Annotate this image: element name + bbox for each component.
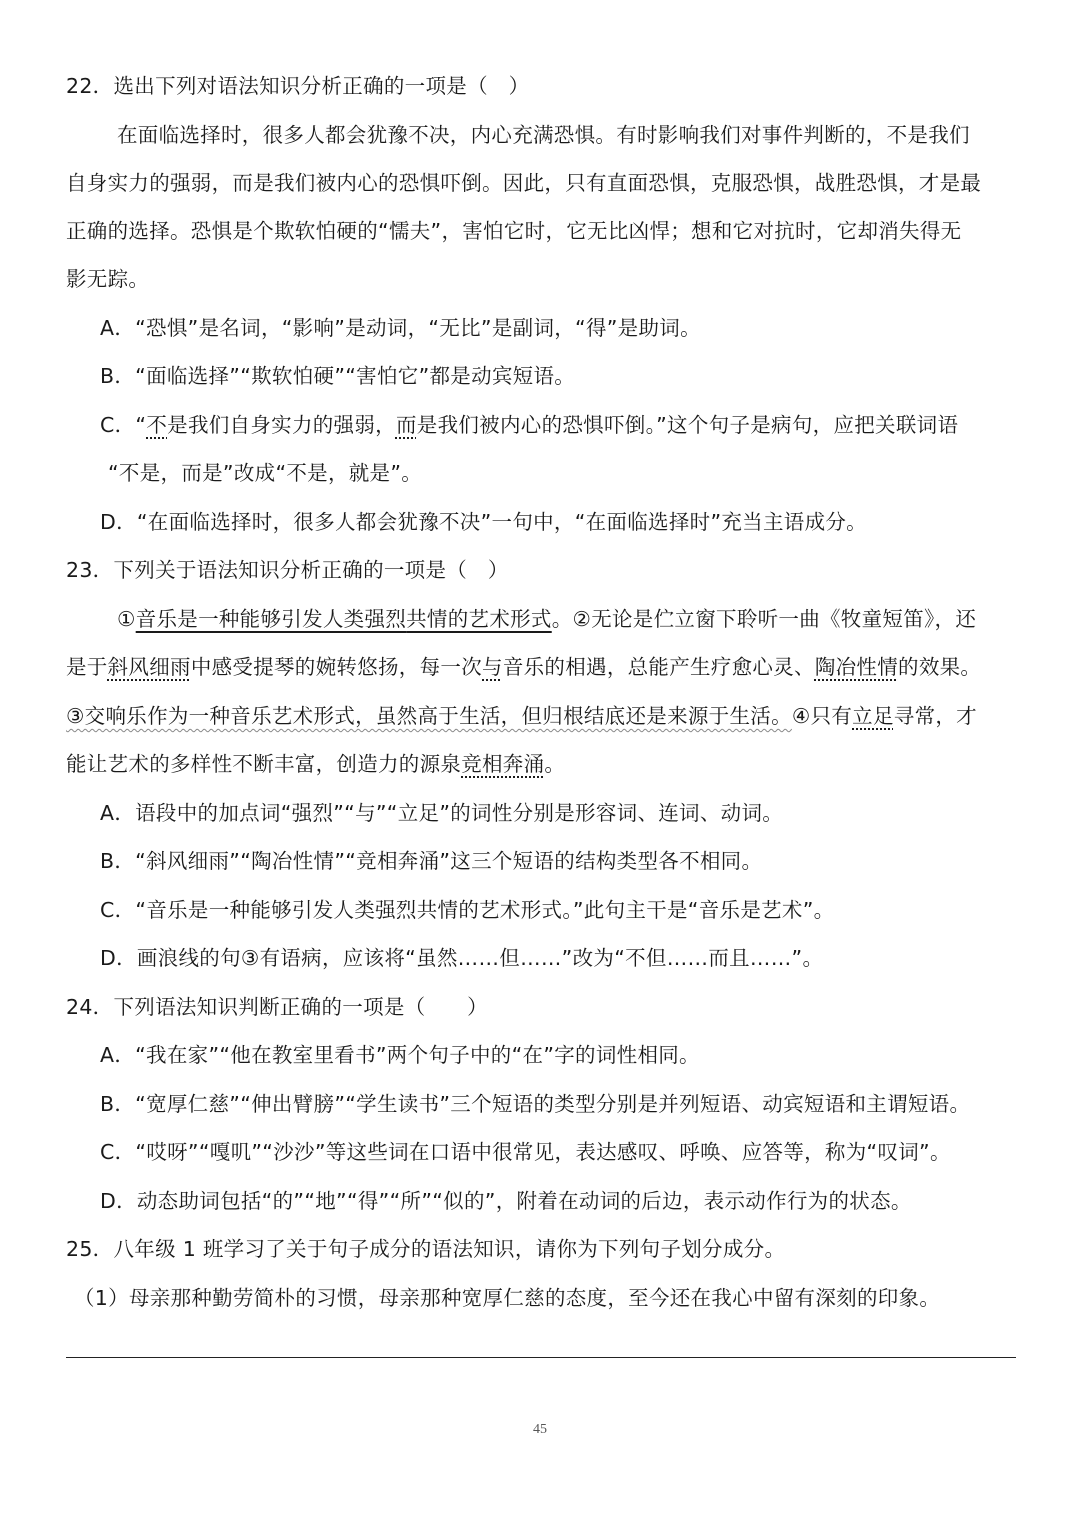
sentence-marker: ① [117, 607, 136, 631]
q22-passage-line: 影无踪。 [66, 267, 150, 291]
q22-option-c-text: 是我们自身实力的强弱， [167, 413, 396, 437]
q24-option-b: B．“宽厚仁慈”“伸出臂膀”“学生读书”三个短语的类型分别是并列短语、动宾短语和主谓短语。 [100, 1092, 971, 1116]
text-run: 是于 [66, 655, 108, 679]
q25-stem: 25．八年级 1 班学习了关于句子成分的语法知识，请你为下列句子划分成分。 [66, 1237, 786, 1261]
dotted-word: 而 [395, 413, 417, 437]
q23-passage-line [66, 702, 977, 730]
q22-option-d: D．“在面临选择时，很多人都会犹豫不决”一句中，“在面临选择时”充当主语成分。 [100, 510, 867, 534]
q22-option-c [100, 411, 958, 439]
q22-passage-line: 正确的选择。恐惧是个欺软怕硬的“懦夫”，害怕它时，它无比凶悍；想和它对抗时，它却消失得无 [66, 219, 962, 243]
q23-passage-line [66, 750, 565, 778]
dotted-word: 烈 [385, 607, 407, 631]
q24-option-c: C．“哎呀”“嘎叽”“沙沙”等这些词在口语中很常见，表达感叹、呼唤、应答等，称为“叹词”。 [100, 1140, 951, 1164]
answer-line [66, 1357, 1016, 1358]
dotted-word: 与 [482, 655, 503, 679]
q22-option-a: A．“恐惧”是名词，“影响”是动词，“无比”是副词，“得”是助词。 [100, 316, 701, 340]
dotted-phrase: 竞相奔涌 [461, 752, 545, 776]
q23-stem: 23．下列关于语法知识分析正确的一项是（ ） [66, 558, 509, 582]
q24-option-a: A．“我在家”“他在教室里看书”两个句子中的“在”字的词性相同。 [100, 1043, 700, 1067]
wavy-underlined-sentence: ③交响乐作为一种音乐艺术形式，虽然高于生活，但归根结底还是来源于生活。 [66, 704, 792, 728]
text-run: 音乐是一种能够引发人类 [135, 607, 365, 631]
text-run: ④只有 [791, 704, 853, 728]
q22-passage-line: 在面临选择时，很多人都会犹豫不决，内心充满恐惧。有时影响我们对事件判断的，不是我们 [117, 123, 970, 147]
text-run: 共情的艺术形式 [406, 607, 552, 631]
page-number: 45 [533, 1422, 547, 1437]
q23-option-a: A．语段中的加点词“强烈”“与”“立足”的词性分别是形容词、连词、动词。 [100, 801, 784, 825]
q23-passage-line [66, 653, 981, 681]
q22-stem: 22．选出下列对语法知识分析正确的一项是（ ） [66, 74, 530, 98]
text-run: 寻常，才 [893, 704, 977, 728]
dotted-phrase: 陶冶性情 [814, 655, 899, 679]
q22-option-c-text: C．“ [100, 413, 147, 437]
q24-option-d: D．动态助词包括“的”“地”“得”“所”“似的”，附着在动词的后边，表示动作行为的状态。 [100, 1189, 912, 1213]
q23-option-b: B．“斜风细雨”“陶冶性情”“竞相奔涌”这三个短语的结构类型各不相同。 [100, 849, 763, 873]
q23-option-d: D．画浪线的句③有语病，应该将“虽然……但……”改为“不但……而且……”。 [100, 946, 824, 970]
q22-passage-line: 自身实力的强弱，而是我们被内心的恐惧吓倒。因此，只有直面恐惧，克服恐惧，战胜恐惧，才是最 [66, 171, 982, 195]
q23-passage-line [117, 605, 976, 633]
text-run: 。 [544, 752, 566, 776]
q25-subquestion-1: （1）母亲那种勤劳简朴的习惯，母亲那种宽厚仁慈的态度，至今还在我心中留有深刻的印象。 [74, 1286, 941, 1310]
text-run: 音乐的相遇，总能产生疗愈心灵、 [502, 655, 815, 679]
dotted-word: 强 [364, 607, 386, 631]
text-run: 能让艺术的多样性不断丰富，创造力的源泉 [66, 752, 462, 776]
text-run: 。②无论是伫立窗下聆听一曲《牧童短笛》，还 [551, 607, 977, 631]
q24-stem: 24．下列语法知识判断正确的一项是（ ） [66, 995, 488, 1019]
dotted-phrase: 斜风细雨 [107, 655, 191, 679]
dotted-word: 不 [146, 413, 168, 437]
underlined-sentence [136, 607, 552, 631]
dotted-word: 立足 [852, 704, 894, 728]
q22-option-c-continued: “不是，而是”改成“不是，就是”。 [108, 461, 423, 485]
q22-option-c-text: 是我们被内心的恐惧吓倒。”这个句子是病句，应把关联词语 [416, 413, 959, 437]
q23-option-c: C．“音乐是一种能够引发人类强烈共情的艺术形式。”此句主干是“音乐是艺术”。 [100, 898, 835, 922]
q22-option-b: B．“面临选择”“欺软怕硬”“害怕它”都是动宾短语。 [100, 364, 576, 388]
text-run: 的效果。 [898, 655, 982, 679]
text-run: 中感受提琴的婉转悠扬，每一次 [190, 655, 483, 679]
